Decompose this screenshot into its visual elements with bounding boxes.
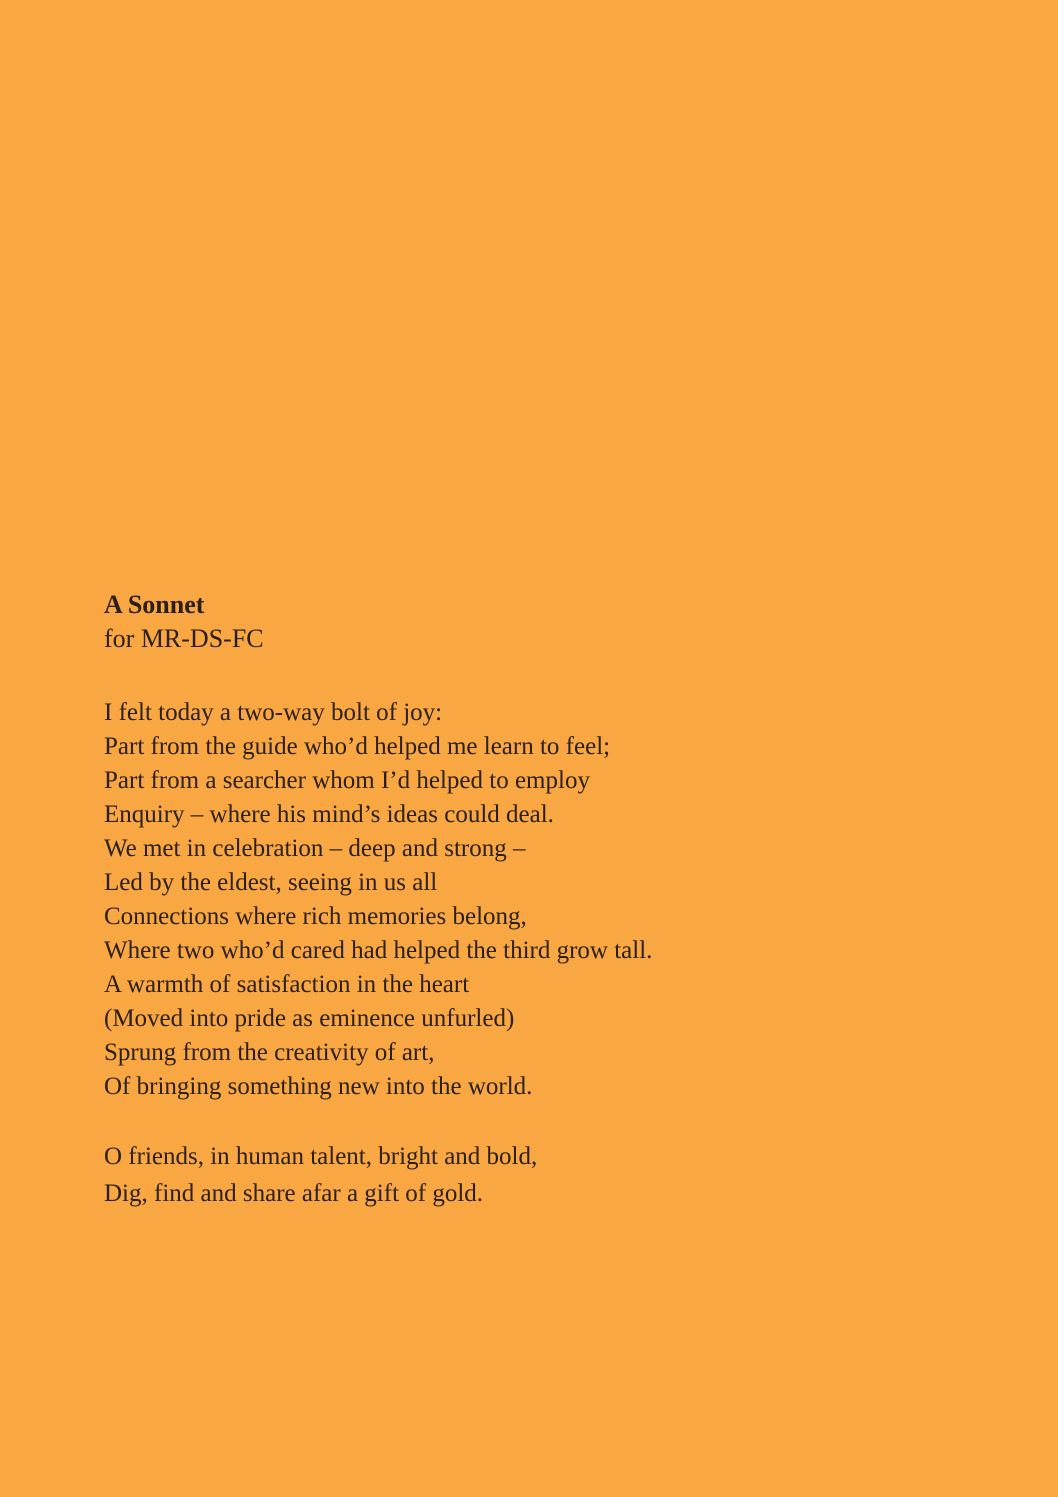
stanza-main (104, 696, 1004, 1104)
poem-line: We met in celebration – deep and strong – (104, 835, 526, 862)
poem-line: O friends, in human talent, bright and bold, (104, 1143, 538, 1170)
poem-line: (Moved into pride as eminence unfurled) (104, 1005, 515, 1032)
poem-line: Part from the guide who’d helped me learn to feel; (104, 733, 611, 760)
poem-title: A Sonnet (104, 590, 205, 619)
poem-line: Of bringing something new into the world. (104, 1073, 533, 1100)
poem-line: Where two who’d cared had helped the third grow tall. (104, 937, 653, 964)
poem-line: Part from a searcher whom I’d helped to employ (104, 767, 590, 794)
poem (104, 588, 1004, 1212)
poem-line: I felt today a two-way bolt of joy: (104, 699, 443, 726)
poem-dedication: for MR-DS-FC (104, 624, 264, 653)
stanza-couplet (104, 1138, 1004, 1212)
poem-line: Led by the eldest, seeing in us all (104, 869, 438, 896)
poem-line: Sprung from the creativity of art, (104, 1039, 435, 1066)
poem-line: Enquiry – where his mind’s ideas could deal. (104, 801, 554, 828)
poem-line: Dig, find and share afar a gift of gold. (104, 1180, 484, 1207)
poem-line: Connections where rich memories belong, (104, 903, 527, 930)
poem-line: A warmth of satisfaction in the heart (104, 971, 470, 998)
